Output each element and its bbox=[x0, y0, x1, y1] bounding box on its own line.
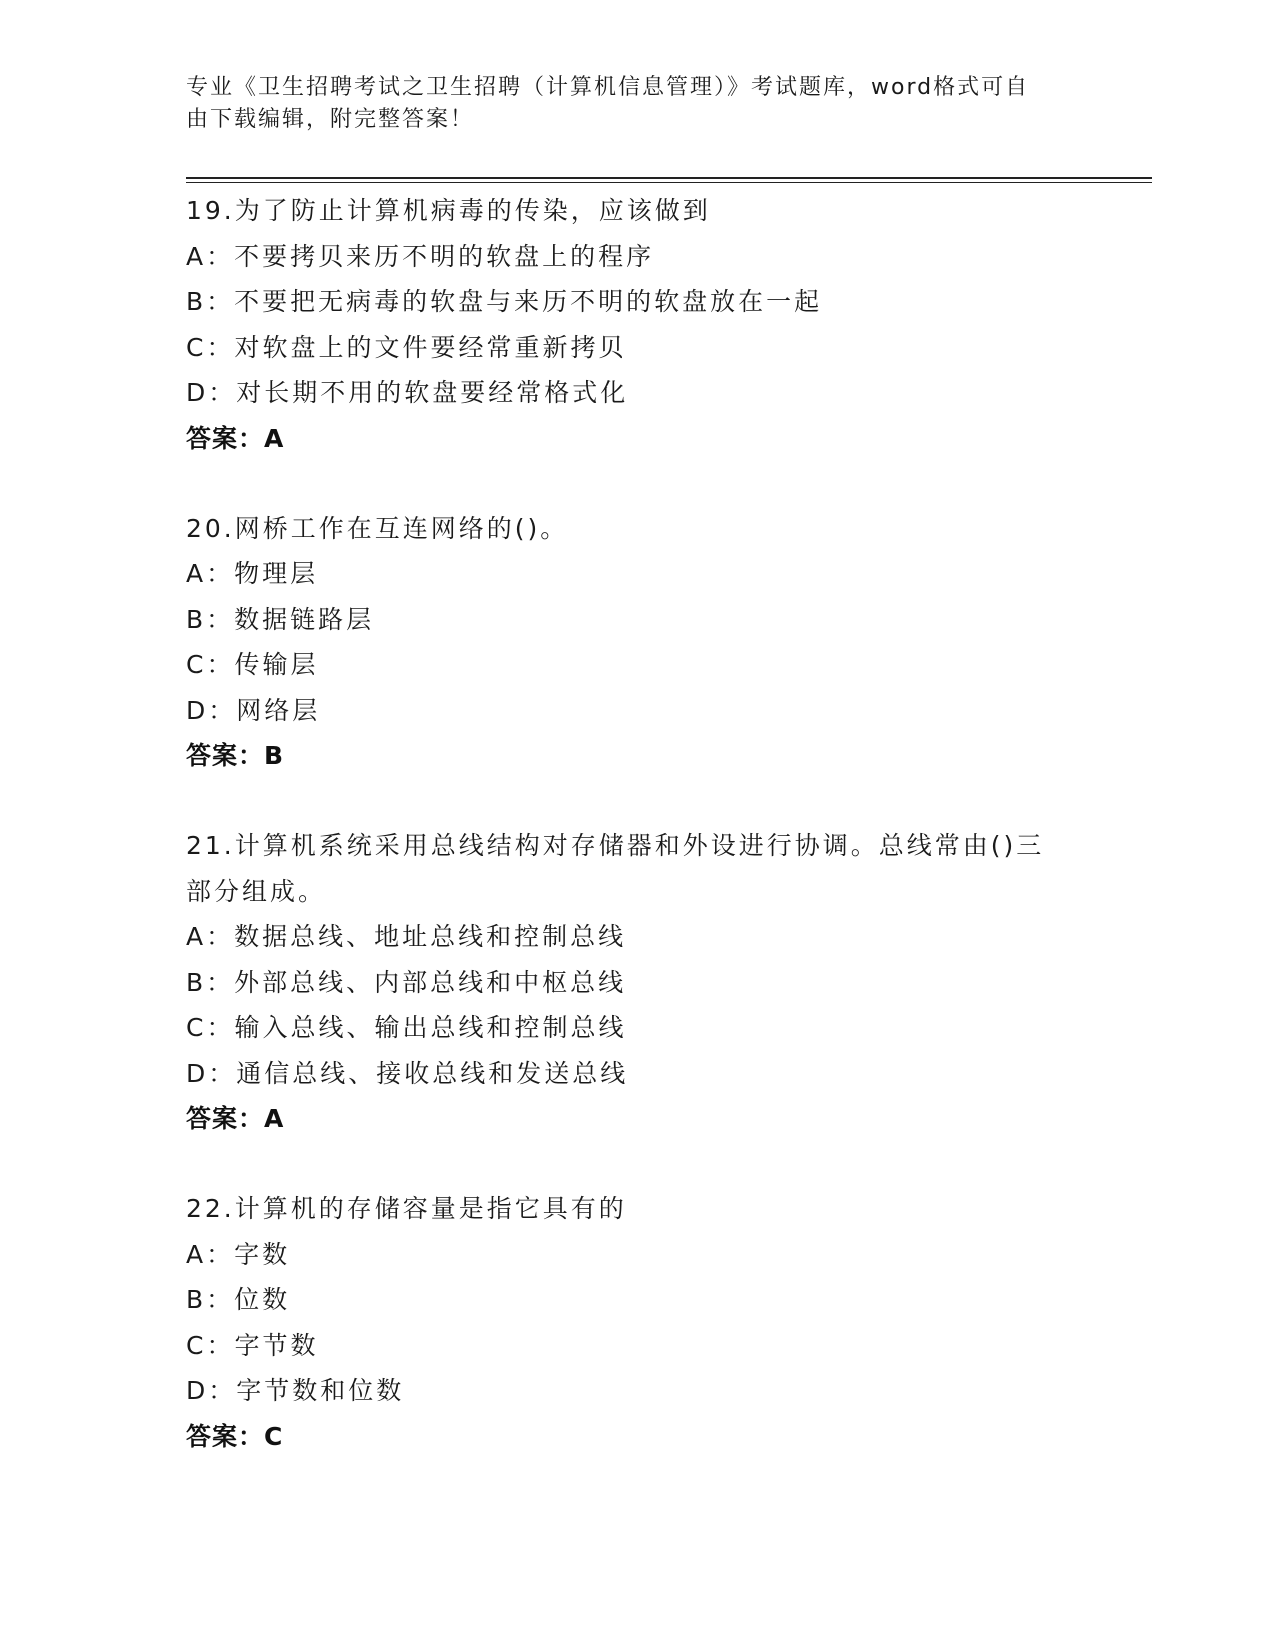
question-21 bbox=[186, 823, 1086, 1142]
document-header bbox=[186, 72, 1066, 136]
option-b: B：位数 bbox=[186, 1285, 291, 1314]
answer: 答案：B bbox=[186, 741, 285, 770]
option-d: D：网络层 bbox=[186, 695, 321, 725]
option-d: D：字节数和位数 bbox=[186, 1376, 405, 1405]
question-22 bbox=[186, 1186, 1086, 1460]
header-divider-thick bbox=[186, 177, 1152, 179]
header-divider-thin bbox=[186, 182, 1152, 183]
option-d: D：对长期不用的软盘要经常格式化 bbox=[186, 378, 629, 407]
header-line-2: 由下载编辑，附完整答案！ bbox=[186, 107, 475, 132]
header-line-1: 专业《卫生招聘考试之卫生招聘（计算机信息管理）》考试题库，word格式可自 bbox=[186, 75, 1030, 100]
option-b: B：外部总线、内部总线和中枢总线 bbox=[186, 967, 627, 997]
option-d: D：通信总线、接收总线和发送总线 bbox=[186, 1058, 629, 1088]
option-c: C：传输层 bbox=[186, 650, 319, 679]
answer: 答案：A bbox=[186, 423, 285, 453]
option-c: C：对软盘上的文件要经常重新拷贝 bbox=[186, 332, 627, 362]
option-a: A：物理层 bbox=[186, 559, 319, 588]
option-b: B：数据链路层 bbox=[186, 604, 375, 634]
answer: 答案：C bbox=[186, 1421, 284, 1451]
question-20 bbox=[186, 506, 1086, 780]
question-text: 19.为了防止计算机病毒的传染，应该做到 bbox=[186, 196, 711, 225]
option-a: A：数据总线、地址总线和控制总线 bbox=[186, 922, 627, 951]
answer: 答案：A bbox=[186, 1104, 285, 1133]
question-19 bbox=[186, 188, 1086, 462]
option-a: A：字数 bbox=[186, 1239, 291, 1269]
question-text: 20.网桥工作在互连网络的()。 bbox=[186, 513, 569, 543]
option-c: C：输入总线、输出总线和控制总线 bbox=[186, 1013, 627, 1042]
question-list bbox=[186, 188, 1086, 1504]
option-c: C：字节数 bbox=[186, 1330, 319, 1360]
option-b: B：不要把无病毒的软盘与来历不明的软盘放在一起 bbox=[186, 287, 823, 316]
question-text: 21.计算机系统采用总线结构对存储器和外设进行协调。总线常由()三部分组成。 bbox=[186, 831, 1045, 906]
option-a: A：不要拷贝来历不明的软盘上的程序 bbox=[186, 241, 655, 271]
question-text: 22.计算机的存储容量是指它具有的 bbox=[186, 1194, 627, 1223]
